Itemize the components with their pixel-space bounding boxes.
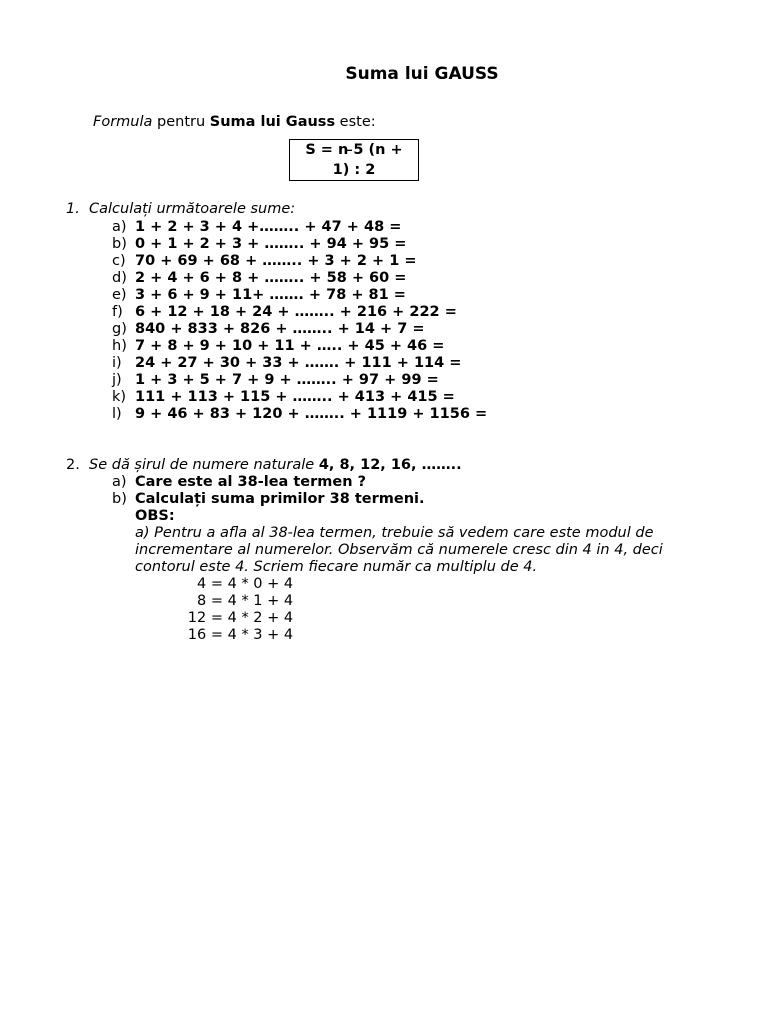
obs-text-line: incrementare al numerelor. Observăm că numerele cresc din 4 in 4, deci — [135, 542, 663, 558]
exercise1-item-letter: a) — [112, 219, 127, 235]
exercise2-item-question: Care este al 38-lea termen ? — [135, 474, 367, 490]
exercise1-item-expression: 70 + 69 + 68 + …….. + 3 + 2 + 1 = — [135, 253, 417, 269]
exercise1-item-letter: i) — [112, 355, 122, 371]
intro-formula-word: Formula — [93, 114, 153, 130]
exercise1-item-letter: k) — [112, 389, 127, 405]
exercise1-item-letter: e) — [112, 287, 127, 303]
exercise1-item-expression: 840 + 833 + 826 + …….. + 14 + 7 = — [135, 321, 425, 337]
intro-line — [93, 114, 376, 130]
exercise2-number: 2. — [66, 457, 80, 473]
exercise1-item-expression: 2 + 4 + 6 + 8 + …….. + 58 + 60 = — [135, 270, 407, 286]
equation-lhs: 12 = — [187, 610, 223, 626]
exercise1-item-letter: g) — [112, 321, 127, 337]
exercise2-item-question: Calculați suma primilor 38 termeni. — [135, 491, 425, 507]
exercise1-item-expression: 3 + 6 + 9 + 11+ ……. + 78 + 81 = — [135, 287, 406, 303]
exercise1-item-letter: f) — [112, 304, 123, 320]
exercise1-item-expression: 24 + 27 + 30 + 33 + ……. + 111 + 114 = — [135, 355, 462, 371]
exercise1-item-expression: 6 + 12 + 18 + 24 + …….. + 216 + 222 = — [135, 304, 457, 320]
exercise1-item-letter: d) — [112, 270, 127, 286]
exercise1-item-expression: 1 + 3 + 5 + 7 + 9 + …….. + 97 + 99 = — [135, 372, 439, 388]
exercise1-item-letter: l) — [112, 406, 122, 422]
exercise2-item-letter: b) — [112, 491, 127, 507]
formula-box — [289, 139, 419, 181]
exercise1-prompt: Calculați următoarele sume: — [89, 201, 296, 217]
exercise1-item-expression: 0 + 1 + 2 + 3 + …….. + 94 + 95 = — [135, 236, 407, 252]
equation-rhs: 4 * 2 + 4 — [223, 610, 294, 626]
equation-lhs: 4 = — [197, 576, 223, 592]
equation-line — [135, 593, 330, 609]
exercise1-number: 1. — [66, 201, 80, 217]
obs-text-line: a) Pentru a afla al 38-lea termen, trebuie să vedem care este modul de — [135, 525, 654, 541]
equation-lhs: 8 = — [197, 593, 223, 609]
exercise1-item-letter: b) — [112, 236, 127, 252]
equation-rhs: 4 * 0 + 4 — [223, 576, 294, 592]
page-title: Suma lui GAUSS — [345, 64, 499, 84]
intro-name: Suma lui Gauss — [209, 114, 336, 130]
exercise2-prompt-line — [89, 457, 462, 473]
exercise1-item-expression: 7 + 8 + 9 + 10 + 11 + ….. + 45 + 46 = — [135, 338, 445, 354]
equation-line — [135, 627, 330, 643]
exercise1-item-letter: j) — [112, 372, 122, 388]
exercise2-sequence: 4, 8, 12, 16, …….. — [318, 457, 462, 473]
exercise2-item-letter: a) — [112, 474, 127, 490]
exercise1-item-letter: c) — [112, 253, 126, 269]
equation-lhs: 16 = — [187, 627, 223, 643]
intro-middle: pentru — [152, 114, 210, 130]
exercise1-item-letter: h) — [112, 338, 127, 354]
formula-line-2: 1) : 2 — [332, 162, 376, 178]
equation-rhs: 4 * 1 + 4 — [223, 593, 294, 609]
exercise1-item-expression: 111 + 113 + 115 + …….. + 413 + 415 = — [135, 389, 455, 405]
formula-line-1: S = n ̵5 (n + — [305, 142, 403, 158]
exercise1-item-expression: 1 + 2 + 3 + 4 +…….. + 47 + 48 = — [135, 219, 402, 235]
equation-rhs: 4 * 3 + 4 — [223, 627, 294, 643]
exercise1-item-expression: 9 + 46 + 83 + 120 + …….. + 1119 + 1156 = — [135, 406, 488, 422]
equation-line — [135, 610, 330, 626]
equation-line — [135, 576, 330, 592]
intro-end: este: — [335, 114, 376, 130]
obs-label: OBS: — [135, 508, 175, 524]
obs-text-line: contorul este 4. Scriem fiecare număr ca multiplu de 4. — [135, 559, 538, 575]
exercise2-prompt: Se dă șirul de numere naturale — [89, 457, 319, 473]
